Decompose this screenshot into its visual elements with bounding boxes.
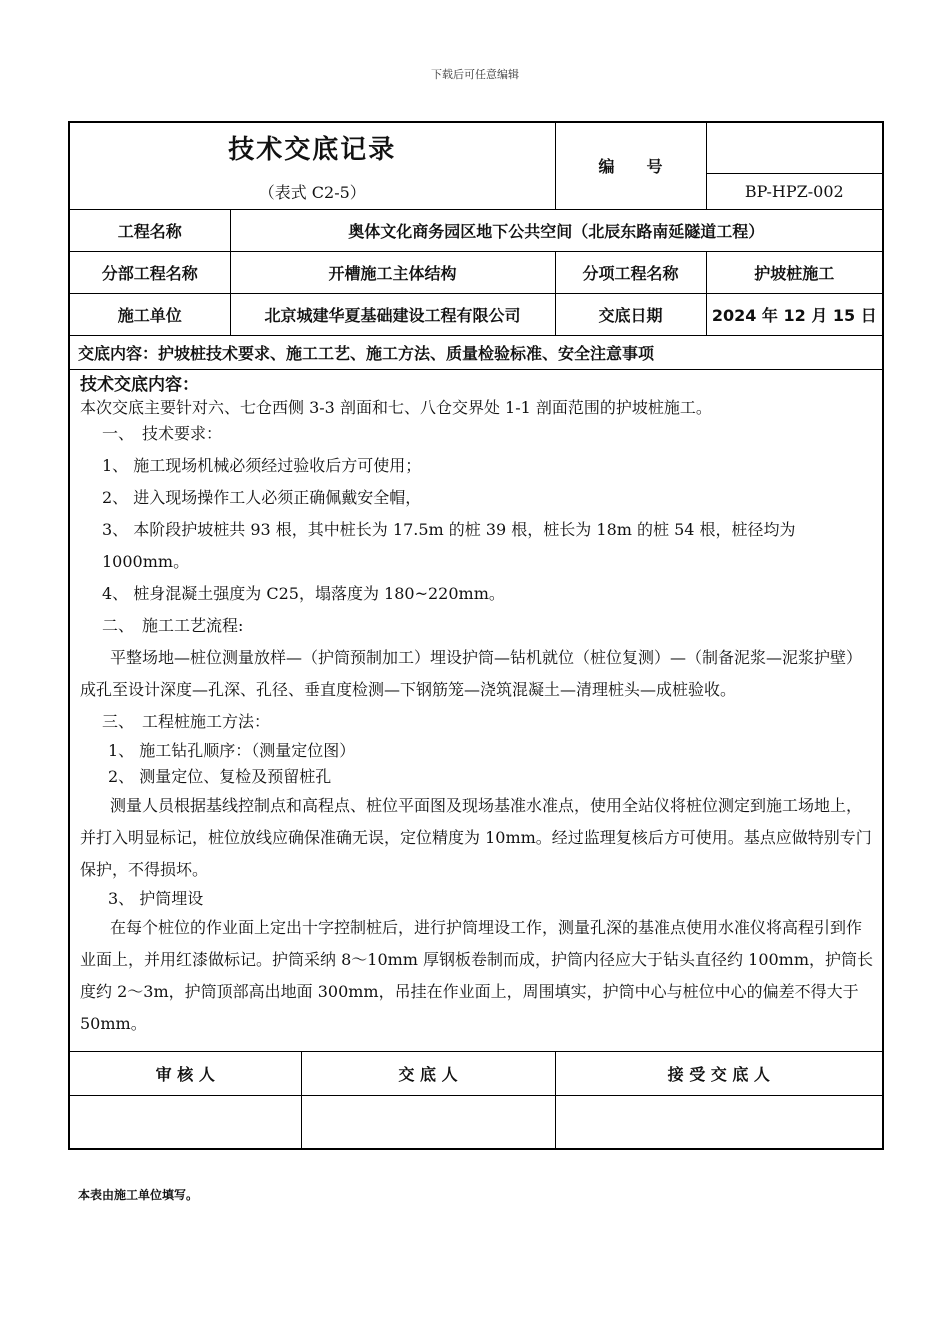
footer-note: 本表由施工单位填写。	[78, 1188, 199, 1202]
subitem-label: 分项工程名称	[555, 251, 706, 293]
briefing-topics: 交底内容：护坡桩技术要求、施工工艺、施工方法、质量检验标准、安全注意事项	[69, 335, 883, 369]
form-title-cell	[69, 122, 555, 209]
section-construction-method: 三、 工程桩施工方法：	[102, 711, 271, 731]
presenter-label: 交 底 人	[301, 1051, 555, 1095]
subitem-value: 护坡桩施工	[706, 251, 883, 293]
form-code: （表式 C2-5）	[258, 182, 366, 202]
date-value: 2024 年 12 月 15 日	[706, 293, 883, 335]
section-technical-requirements: 一、 技术要求：	[102, 423, 223, 443]
process-flow-text: 平整场地—桩位测量放样—（护筒预制加工）埋设护筒—钻机就位（桩位复测）—（制备泥浆—泥浆护壁）成孔至设计深度—孔深、孔径、垂直度检测—下钢筋笼—浇筑混凝土—清理桩头—成桩验收。	[80, 647, 863, 699]
number-label: 编 号	[555, 122, 706, 209]
briefing-content	[69, 369, 883, 1051]
project-name-label: 工程名称	[69, 209, 230, 251]
presenter-signature-cell	[301, 1095, 555, 1149]
reviewer-label: 审 核 人	[69, 1051, 301, 1095]
technical-briefing-form	[68, 121, 884, 1150]
section-process-flow: 二、 施工工艺流程:	[102, 615, 244, 635]
method-item: 1、 施工钻孔顺序：（测量定位图）	[108, 740, 356, 760]
requirement-item: 2、 进入现场操作工人必须正确佩戴安全帽，	[102, 487, 422, 507]
date-label: 交底日期	[555, 293, 706, 335]
requirement-item: 1、 施工现场机械必须经过验收后方可使用；	[102, 455, 422, 475]
unit-label: 施工单位	[69, 293, 230, 335]
division-label: 分部工程名称	[69, 251, 230, 293]
content-heading: 技术交底内容：	[80, 374, 199, 395]
receiver-label: 接 受 交 底 人	[555, 1051, 883, 1095]
header-note: 下载后可任意编辑	[431, 68, 519, 81]
method-text: 在每个桩位的作业面上定出十字控制桩后，进行护筒埋设工作，测量孔深的基准点使用水准仪将高程引到作业面上，并用红漆做标记。护筒采纳 8～10mm 厚钢板卷制而成，护筒内径应大于钻头直径约 100mm，护筒长度约 2～3m，护筒顶部高出地面 300mm，吊挂在作业面上，周围填实，护筒中心与桩位中心的偏差不得大于 50mm。	[80, 917, 874, 1033]
method-text: 测量人员根据基线控制点和高程点、桩位平面图及现场基准水准点，使用全站仪将桩位测定到施工场地上，并打入明显标记，桩位放线应确保准确无误，定位精度为 10mm。经过监理复核后方可使用。基点应做特别专门保护，不得损坏。	[80, 795, 872, 879]
requirement-item: 3、 本阶段护坡桩共 93 根，其中桩长为 17.5m 的桩 39 根，桩长为 18m 的桩 54 根，桩径均为 1000mm。	[102, 519, 796, 571]
content-intro: 本次交底主要针对六、七仓西侧 3-3 剖面和七、八仓交界处 1-1 剖面范围的护坡桩施工。	[80, 397, 712, 417]
reviewer-signature-cell	[69, 1095, 301, 1149]
requirement-item: 4、 桩身混凝土强度为 C25，塌落度为 180~220mm。	[102, 583, 505, 603]
form-title: 技术交底记录	[228, 134, 397, 165]
number-value: BP-HPZ-002	[706, 173, 883, 209]
division-value: 开槽施工主体结构	[230, 251, 555, 293]
method-item: 3、 护筒埋设	[108, 888, 204, 908]
receiver-signature-cell	[555, 1095, 883, 1149]
project-name-value: 奥体文化商务园区地下公共空间（北辰东路南延隧道工程）	[230, 209, 883, 251]
number-empty-cell	[706, 122, 883, 173]
method-item: 2、 测量定位、复检及预留桩孔	[108, 766, 332, 786]
unit-value: 北京城建华夏基础建设工程有限公司	[230, 293, 555, 335]
